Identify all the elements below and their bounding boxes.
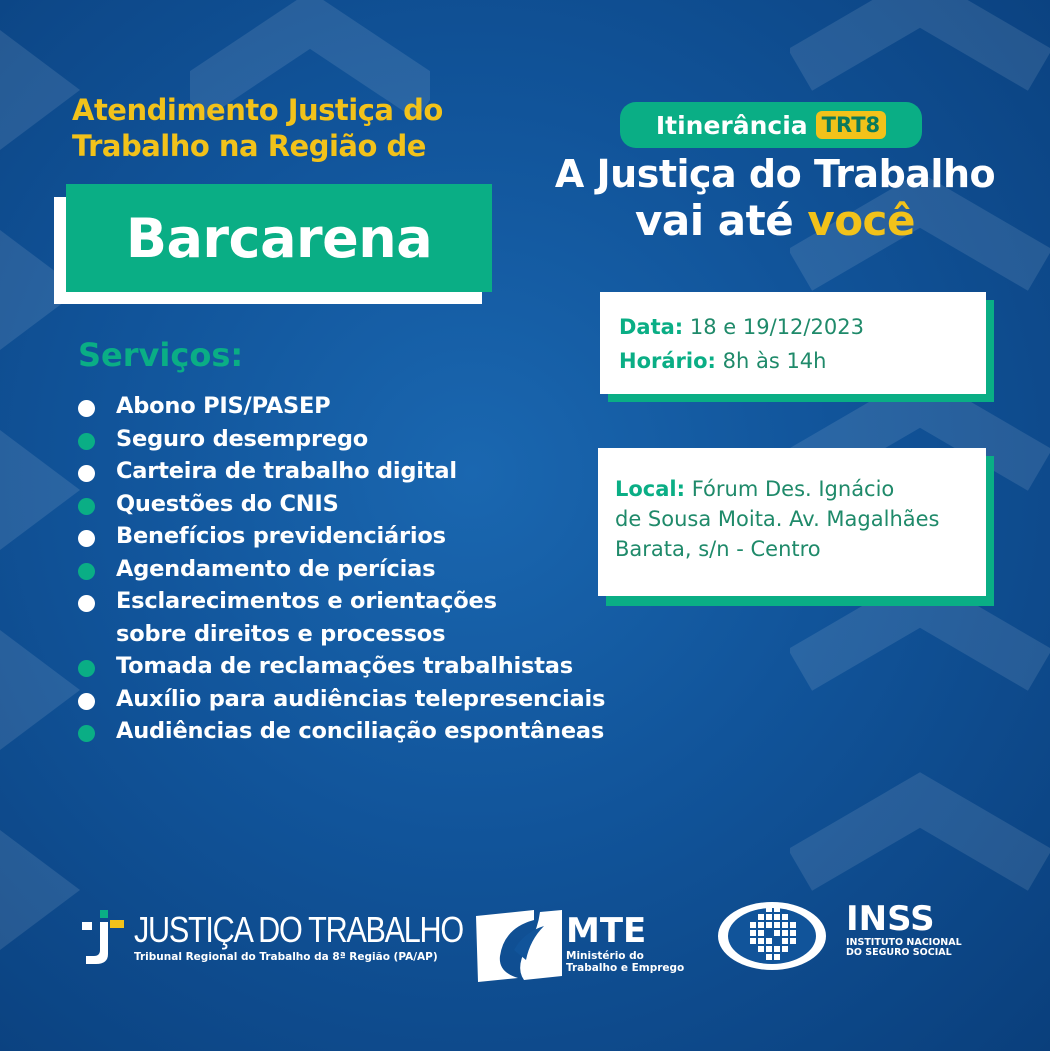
location-card (598, 448, 986, 596)
bullet-icon (78, 400, 95, 417)
bullet-icon (78, 725, 95, 742)
date-row (619, 310, 864, 344)
mte-logo-sub1: Ministério do (566, 950, 644, 962)
bullet-icon (78, 465, 95, 482)
event-title-line1: Atendimento Justiça do (72, 93, 443, 127)
location-line3: Barata, s/n - Centro (615, 537, 821, 561)
location-label: Local: (615, 477, 686, 501)
services-list (76, 390, 605, 748)
inss-logo-icon (714, 898, 830, 974)
inss-logo-name: INSS (846, 899, 935, 939)
bullet-icon (78, 563, 95, 580)
service-text: Auxílio para audiências telepresenciais (116, 685, 606, 712)
bullet-icon (78, 660, 95, 677)
bullet-icon (78, 595, 95, 612)
justica-do-trabalho-logo-icon (82, 908, 130, 968)
list-item (76, 715, 605, 748)
justica-logo-name: JUSTIÇA DO TRABALHO (134, 909, 463, 950)
time-label: Horário: (619, 349, 716, 373)
service-text: Esclarecimentos e orientações (116, 588, 497, 614)
list-item (76, 455, 605, 488)
location-line2: de Sousa Moita. Av. Magalhães (615, 507, 940, 531)
city-box (66, 184, 492, 292)
service-text-continued: sobre direitos e processos (116, 620, 446, 647)
service-text: Agendamento de perícias (116, 555, 436, 582)
mte-logo-icon (474, 906, 566, 986)
inss-logo-text (846, 900, 962, 958)
headline-line2 (520, 198, 1030, 244)
justica-logo-subtitle: Tribunal Regional do Trabalho da 8ª Região (PA/AP) (134, 951, 438, 963)
services-title: Serviços: (78, 336, 244, 374)
service-text: Abono PIS/PASEP (116, 393, 331, 419)
inss-logo-sub1: INSTITUTO NACIONAL (846, 937, 962, 948)
service-text: Carteira de trabalho digital (116, 458, 457, 484)
list-item (76, 520, 605, 553)
service-text: Seguro desemprego (116, 425, 369, 452)
time-row (619, 344, 864, 378)
justica-logo-text (134, 910, 521, 964)
date-label: Data: (619, 315, 684, 339)
location-line1 (615, 474, 940, 504)
headline-line2-yellow: você (807, 196, 915, 245)
mte-logo-sub2: Trabalho e Emprego (566, 962, 685, 974)
list-item (76, 423, 605, 456)
service-text: Tomada de reclamações trabalhistas (116, 653, 573, 679)
headline (520, 150, 1030, 244)
list-item (76, 650, 605, 683)
itinerancia-pill (620, 102, 922, 148)
inss-logo-sub2: DO SEGURO SOCIAL (846, 947, 952, 958)
service-text: Audiências de conciliação espontâneas (116, 718, 605, 744)
list-item (76, 585, 605, 650)
service-text: Questões do CNIS (116, 490, 339, 517)
list-item (76, 390, 605, 423)
bullet-icon (78, 433, 95, 450)
city-name: Barcarena (125, 206, 433, 270)
event-title-line2: Trabalho na Região de (72, 129, 426, 163)
pill-text: Itinerância (655, 110, 808, 140)
trt8-badge: TRT8 (816, 111, 887, 139)
bullet-icon (78, 693, 95, 710)
schedule-card (600, 292, 986, 394)
list-item (76, 683, 605, 716)
headline-line1: A Justiça do Trabalho (554, 152, 996, 196)
headline-line2-white: vai até (635, 196, 808, 245)
time-value: 8h às 14h (722, 349, 827, 373)
mte-logo-name: MTE (566, 911, 647, 951)
event-title (72, 92, 532, 164)
bullet-icon (78, 498, 95, 515)
location-line1-text: Fórum Des. Ignácio (691, 477, 895, 501)
date-value: 18 e 19/12/2023 (689, 315, 864, 339)
service-text: Benefícios previdenciários (116, 523, 446, 549)
bullet-icon (78, 530, 95, 547)
mte-logo-text (566, 912, 684, 974)
list-item (76, 553, 605, 586)
list-item (76, 488, 605, 521)
